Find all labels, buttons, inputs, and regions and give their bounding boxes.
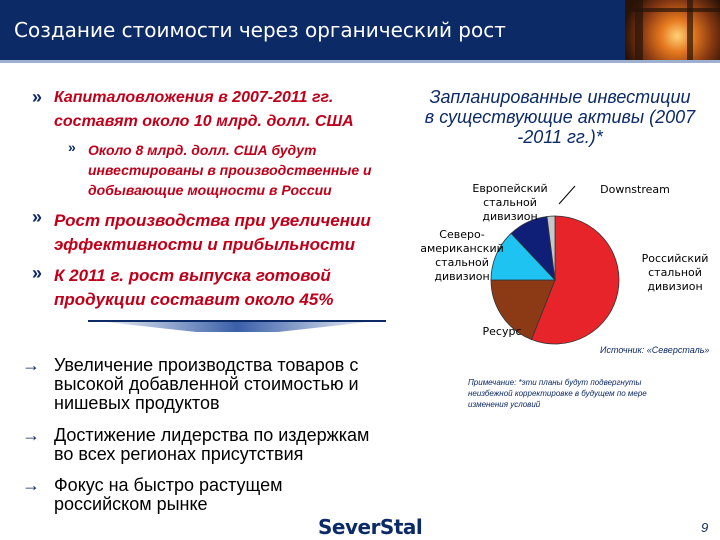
label-na-2: американский xyxy=(420,242,504,255)
label-na-4: дивизион xyxy=(434,270,490,283)
label-resource: Ресурс xyxy=(482,325,522,338)
chart-title-line-2: в существующие активы (2007 xyxy=(424,107,696,127)
label-russia xyxy=(630,252,720,294)
arrow-2-line-2: во всех регионах присутствия xyxy=(54,444,304,464)
footnote-line-2: неизбежной корректировке в будущем по мере xyxy=(468,389,647,398)
downstream-leader-line xyxy=(559,186,575,204)
arrow-item-1 xyxy=(22,356,442,416)
slide-title: Создание стоимости через органический рост xyxy=(14,18,506,42)
bullet-marker: » xyxy=(32,87,43,107)
output-line-2: продукции составит около 45% xyxy=(54,290,334,309)
label-na-3: стальной xyxy=(435,256,489,269)
label-russia-2: стальной xyxy=(648,266,702,279)
arrow-3-line-2: российском рынке xyxy=(54,494,208,514)
bullet-marker: » xyxy=(32,207,43,227)
label-north-america xyxy=(412,228,512,284)
arrow-icon: → xyxy=(22,425,40,445)
arrow-icon: → xyxy=(22,475,40,495)
footnote-line-1: Примечание: *эти планы будут подвергнуты xyxy=(468,378,642,387)
severstal-logo: SeverStal xyxy=(318,515,423,539)
footnote xyxy=(468,377,713,410)
label-na-1: Северо- xyxy=(439,228,485,241)
label-downstream: Downstream xyxy=(600,183,670,196)
arrow-item-3 xyxy=(22,476,442,516)
chart-title-line-3: -2011 гг.)* xyxy=(517,127,603,147)
page-number: 9 xyxy=(701,520,709,535)
arrow-icon: → xyxy=(22,355,40,375)
label-europe-2: стальной xyxy=(483,196,537,209)
arrow-1-line-2: высокой добавленной стоимостью и xyxy=(54,374,359,394)
label-russia-1: Российский xyxy=(641,252,709,265)
capex-line-2: составят около 10 млрд. долл. США xyxy=(54,113,354,130)
footnote-line-3: изменения условий xyxy=(468,400,541,409)
arrow-1-line-3: нишевых продуктов xyxy=(54,393,220,413)
sub-line-3: добывающие мощности в России xyxy=(88,182,332,198)
output-line-1: К 2011 г. рост выпуска готовой xyxy=(54,266,331,285)
bullet-marker: » xyxy=(32,263,43,283)
chart-title-line-1: Запланированные инвестиции xyxy=(429,87,691,107)
arrow-3-line-1: Фокус на быстро растущем xyxy=(54,475,283,495)
label-europe-1: Европейский xyxy=(472,182,548,195)
growth-line-2: эффективности и прибыльности xyxy=(54,235,355,254)
arrow-2-line-1: Достижение лидерства по издержкам xyxy=(54,425,370,445)
source-note: Источник: «Северсталь» xyxy=(600,345,710,355)
growth-line-1: Рост производства при увеличении xyxy=(54,211,371,230)
sub-line-2: инвестированы в производственные и xyxy=(88,162,372,178)
label-europe xyxy=(460,182,560,224)
capex-line-1: Капиталовложения в 2007-2011 гг. xyxy=(54,89,334,106)
sub-line-1: Около 8 млрд. долл. США будут xyxy=(88,142,317,158)
sub-bullet-marker: » xyxy=(68,139,76,155)
label-europe-3: дивизион xyxy=(482,210,538,223)
arrow-item-2 xyxy=(22,426,442,466)
arrow-1-line-1: Увеличение производства товаров с xyxy=(54,355,359,375)
label-russia-3: дивизион xyxy=(647,280,703,293)
